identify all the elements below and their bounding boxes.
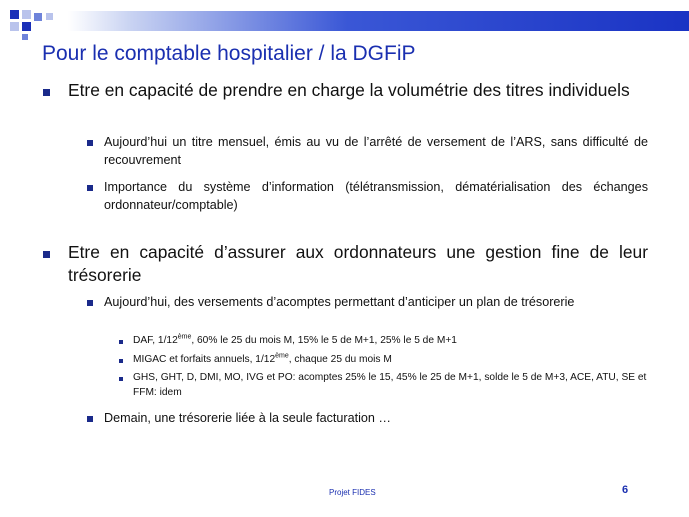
- header-square-5: [22, 22, 31, 31]
- bullet-2-sub-1-text: Aujourd’hui, des versements d’acomptes permettant d’anticiper un plan de trésorerie: [104, 295, 575, 309]
- bullet-2-sub-1-item-1-text: [133, 333, 648, 348]
- header-square-2: [22, 10, 31, 19]
- item-1-text-b: , 60% le 25 du mois M, 15% le 5 de M+1, 25% le 5 de M+1: [191, 335, 457, 346]
- bullet-2-sub-1-item-2-marker: [119, 359, 123, 363]
- bullet-1-sub-2-marker: [87, 185, 93, 191]
- header-square-3: [34, 13, 42, 21]
- header-square-4: [10, 22, 19, 31]
- item-1-superscript: ème: [177, 333, 192, 341]
- footer-project-label: Projet FIDES: [329, 488, 376, 497]
- bullet-1-marker: [43, 89, 50, 96]
- header-band: [68, 11, 689, 31]
- bullet-2-sub-1-marker: [87, 300, 93, 306]
- bullet-2-sub-1-item-3-marker: [119, 377, 123, 381]
- item-2-superscript: ème: [275, 352, 289, 360]
- bullet-2-text: Etre en capacité d’assurer aux ordonnateurs une gestion fine de leur trésorerie: [68, 242, 648, 285]
- header-square-7: [22, 34, 28, 40]
- bullet-2-sub-1-item-1-marker: [119, 340, 123, 344]
- bullet-2-sub-1-item-2-text: [133, 352, 648, 367]
- item-2-text-a: MIGAC et forfaits annuels, 1/12: [133, 354, 276, 365]
- slide-title: Pour le comptable hospitalier / la DGFiP: [42, 42, 416, 65]
- page-number: 6: [622, 484, 629, 496]
- item-1-text-a: DAF, 1/12: [133, 335, 178, 346]
- header-square-1: [10, 10, 19, 19]
- bullet-1-sub-1-text: Aujourd’hui un titre mensuel, émis au vu de l’arrêté de versement de l’ARS, sans difficulté de recouvrement: [104, 135, 648, 167]
- bullet-2-marker: [43, 251, 50, 258]
- item-2-text-b: , chaque 25 du mois M: [288, 354, 392, 365]
- bullet-2-sub-2-marker: [87, 416, 93, 422]
- bullet-2-sub-2-text: Demain, une trésorerie liée à la seule facturation …: [104, 411, 392, 425]
- bullet-1-sub-1-marker: [87, 140, 93, 146]
- bullet-2-sub-1-item-3-text: GHS, GHT, D, DMI, MO, IVG et PO: acomptes 25% le 15, 45% le 25 de M+1, solde le 5 de M+3, ACE, ATU, SE et FFM: idem: [133, 372, 647, 398]
- bullet-1-sub-2-text: Importance du système d’information (télétransmission, dématérialisation des échanges ordonnateur/comptable): [104, 180, 648, 212]
- bullet-1-text: Etre en capacité de prendre en charge la volumétrie des titres individuels: [68, 80, 630, 100]
- header-square-6: [46, 13, 53, 20]
